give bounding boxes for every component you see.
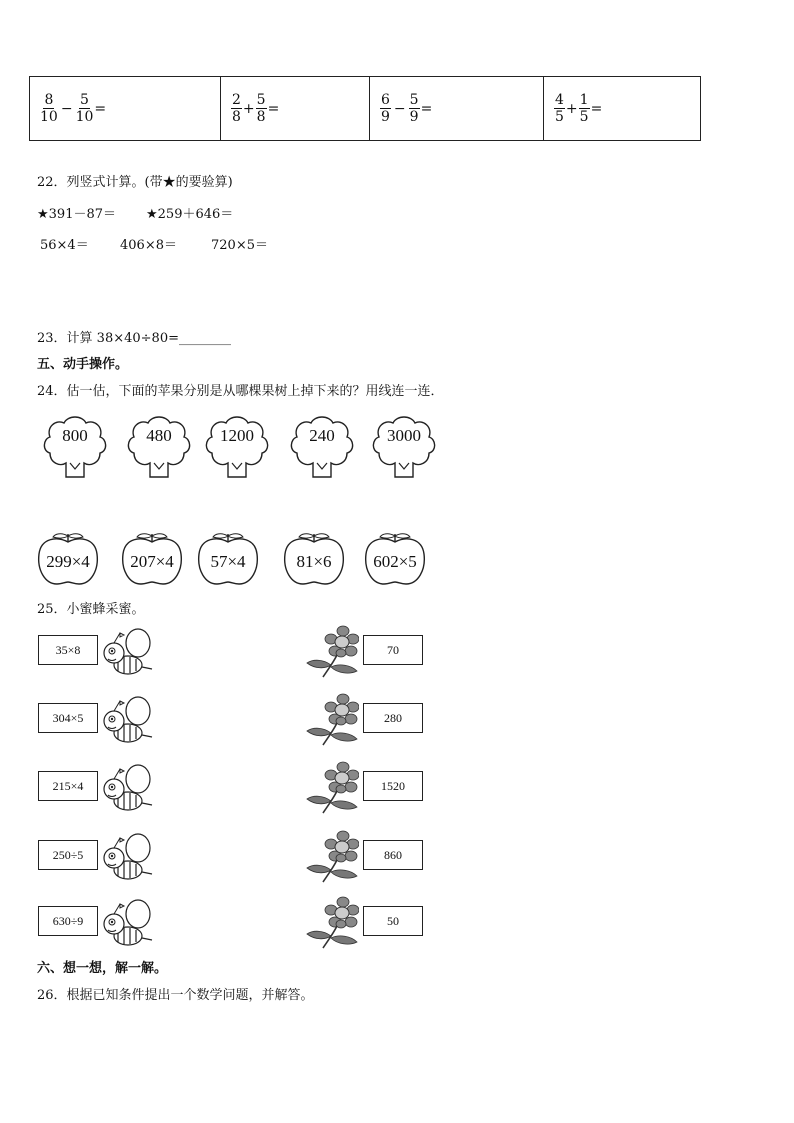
calc-item: 56×4＝ <box>40 238 89 253</box>
tree-number: 800 <box>62 426 88 445</box>
fraction: $\frac{2}{8}$ <box>232 92 241 125</box>
tree <box>287 413 357 483</box>
flower-number-box: 860 <box>363 840 423 870</box>
fraction: $\frac{8}{10}$ <box>40 92 58 125</box>
question-26: 26．根据已知条件提出一个数学问题，并解答。 <box>37 988 314 1003</box>
apple-expression: 81×6 <box>296 552 332 571</box>
apple <box>281 530 347 586</box>
tree <box>40 413 110 483</box>
bee-expression-box: 215×4 <box>38 771 98 801</box>
apple-expression: 299×4 <box>46 552 90 571</box>
flower-icon <box>305 896 359 954</box>
calc-item: 720×5＝ <box>211 238 268 253</box>
bee-icon <box>100 693 158 751</box>
flower-icon <box>305 761 359 819</box>
fraction-cell: $\frac{4}{5}$ + $\frac{1}{5}$ = <box>555 92 603 125</box>
flower-number-box: 70 <box>363 635 423 665</box>
flower-number-box: 280 <box>363 703 423 733</box>
fraction: $\frac{5}{10}$ <box>75 92 94 125</box>
bee-icon <box>100 830 158 888</box>
flower-number-box: 50 <box>363 906 423 936</box>
flower-icon <box>305 830 359 888</box>
fraction: $\frac{5}{8}$ <box>256 92 266 125</box>
section-5-title: 五、动手操作。 <box>37 357 129 372</box>
bee-expression-box: 630÷9 <box>38 906 98 936</box>
bee-expression-box: 35×8 <box>38 635 98 665</box>
flower-icon <box>305 693 359 751</box>
tree-number: 1200 <box>220 426 254 445</box>
question-22-title: 22．列竖式计算。(带★的要验算) <box>37 175 233 190</box>
bee-icon <box>100 896 158 954</box>
calc-item: ★259＋646＝ <box>146 207 234 222</box>
fraction-table <box>29 76 701 141</box>
question-24-title: 24．估一估，下面的苹果分别是从哪棵果树上掉下来的？用线连一连． <box>37 384 444 399</box>
apple <box>35 530 101 586</box>
apple-expression: 207×4 <box>130 552 174 571</box>
calc-item: ★391－87＝ <box>37 207 117 222</box>
bee-expression-box: 304×5 <box>38 703 98 733</box>
apple <box>362 530 428 586</box>
fraction: $\frac{4}{5}$ <box>555 92 564 125</box>
apple <box>119 530 185 586</box>
bee-expression-box: 250÷5 <box>38 840 98 870</box>
apple-expression: 602×5 <box>373 552 417 571</box>
fraction-cell: $\frac{6}{9}$ − $\frac{5}{9}$ = <box>370 77 544 140</box>
apple <box>195 530 261 586</box>
calc-item: 406×8＝ <box>120 238 177 253</box>
tree <box>369 413 439 483</box>
tree <box>124 413 194 483</box>
tree-number: 240 <box>309 426 335 445</box>
apple-expression: 57×4 <box>210 552 246 571</box>
flower-icon <box>305 625 359 683</box>
tree-number: 3000 <box>387 426 421 445</box>
fraction: $\frac{5}{9}$ <box>409 92 419 125</box>
section-6-title: 六、想一想，解一解。 <box>37 961 168 976</box>
tree <box>202 413 272 483</box>
flower-number-box: 1520 <box>363 771 423 801</box>
bee-icon <box>100 625 158 683</box>
bee-icon <box>100 761 158 819</box>
tree-number: 480 <box>146 426 172 445</box>
fraction-cell: $\frac{8}{10}$ − $\frac{5}{10}$ = <box>30 77 221 140</box>
fraction: $\frac{6}{9}$ <box>381 92 390 125</box>
question-23: 23．计算 38×40÷80=________ <box>37 331 231 346</box>
fraction-cell: $\frac{2}{8}$ + $\frac{5}{8}$ = <box>221 77 370 140</box>
question-25-title: 25．小蜜蜂采蜜。 <box>37 602 145 617</box>
fraction: $\frac{1}{5}$ <box>579 92 589 125</box>
